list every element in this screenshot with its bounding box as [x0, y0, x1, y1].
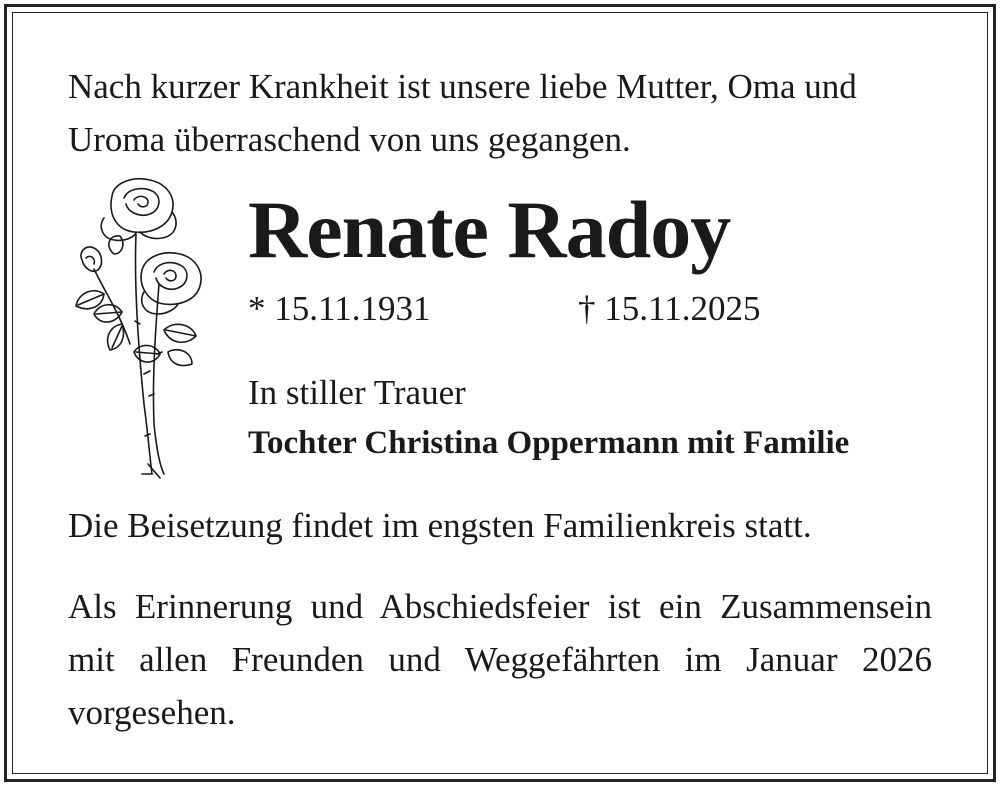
- memorial-line-3: vorgesehen.: [68, 693, 236, 732]
- mourners-names: Tochter Christina Oppermann mit Familie: [248, 425, 850, 461]
- deceased-name: Renate Radoy: [248, 184, 731, 275]
- rose-icon: [64, 174, 214, 484]
- birth-date: * 15.11.1931: [248, 289, 431, 328]
- death-date: † 15.11.2025: [578, 289, 761, 328]
- intro-text: [68, 60, 857, 166]
- memorial-line-2: mit allen Freunden und Weggefährten im Januar 2026: [68, 640, 932, 679]
- memorial-text: [68, 580, 932, 739]
- funeral-note: Die Beisetzung findet im engsten Familienkreis statt.: [68, 506, 812, 545]
- memorial-line-1: Als Erinnerung und Abschiedsfeier ist ein Zusammensein: [68, 587, 932, 626]
- mourning-intro: In stiller Trauer: [248, 373, 466, 412]
- intro-line-2: Uroma überraschend von uns gegangen.: [68, 120, 631, 159]
- intro-line-1: Nach kurzer Krankheit ist unsere liebe Mutter, Oma und: [68, 67, 857, 106]
